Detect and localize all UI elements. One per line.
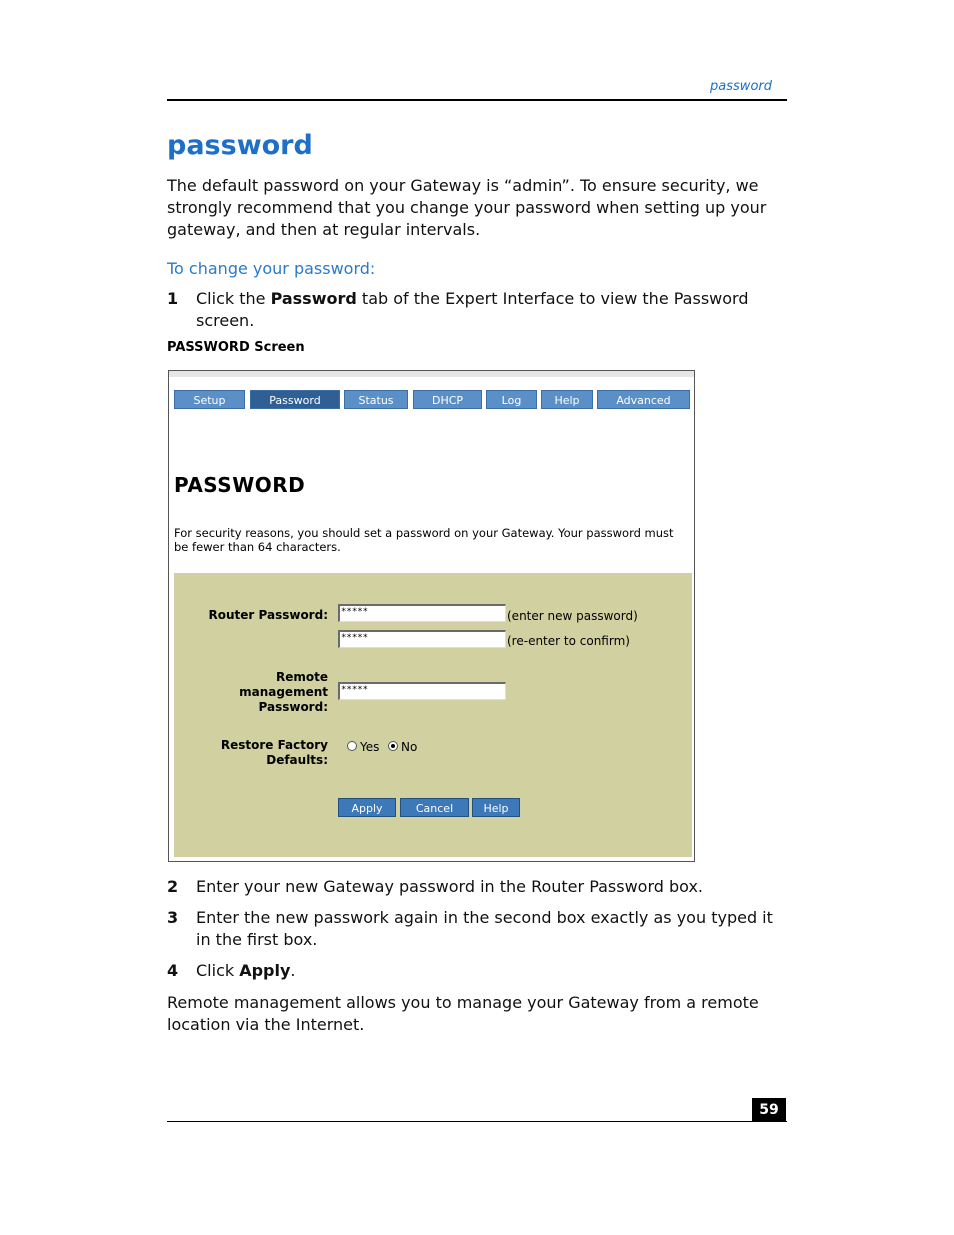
- password-form-panel: [174, 573, 692, 857]
- top-bar: [169, 371, 694, 377]
- confirm-password-hint: (re-enter to confirm): [507, 634, 630, 648]
- intro-paragraph: The default password on your Gateway is “admin”. To ensure security, we strongly recommend that you change your password when setting up your gateway, and then at regular intervals.: [167, 176, 767, 239]
- cancel-button[interactable]: Cancel: [400, 798, 469, 817]
- step-number: 1: [167, 289, 179, 308]
- running-head: password: [710, 79, 772, 94]
- remote-password-input[interactable]: *****: [338, 682, 506, 700]
- screen-title: PASSWORD: [174, 473, 306, 497]
- tab-log[interactable]: Log: [486, 390, 537, 409]
- screen-description: For security reasons, you should set a password on your Gateway. Your password must be fewer than 64 characters.: [174, 526, 674, 554]
- step-text: Click the Password tab of the Expert Interface to view the Password screen.: [196, 289, 749, 330]
- tab-password[interactable]: Password: [250, 390, 340, 409]
- restore-no-label: No: [401, 740, 418, 754]
- step-text: Click Apply.: [196, 961, 296, 980]
- password-screen-figure: [168, 370, 695, 862]
- confirm-password-input[interactable]: *****: [338, 630, 506, 648]
- step-text: Enter your new Gateway password in the Router Password box.: [196, 877, 704, 896]
- restore-no-radio[interactable]: [388, 741, 398, 751]
- restore-yes-radio[interactable]: [347, 741, 357, 751]
- help-button[interactable]: Help: [472, 798, 520, 817]
- page-title: password: [167, 130, 313, 161]
- step-4: 4 Click Apply.: [167, 960, 787, 982]
- step-1: [167, 288, 787, 330]
- tab-help[interactable]: Help: [541, 390, 593, 409]
- procedure-heading: To change your password:: [167, 259, 376, 278]
- step-3: 3 Enter the new passwork again in the second box exactly as you typed it in the first box.: [167, 907, 787, 929]
- footer-rule: [167, 1121, 787, 1122]
- step-2: 2 Enter your new Gateway password in the Router Password box.: [167, 876, 787, 898]
- closing-paragraph: Remote management allows you to manage your Gateway from a remote location via the Internet.: [167, 993, 759, 1034]
- tab-setup[interactable]: Setup: [174, 390, 245, 409]
- tab-dhcp[interactable]: DHCP: [413, 390, 482, 409]
- figure-caption: PASSWORD Screen: [167, 340, 305, 355]
- remote-password-label: Remote management Password:: [239, 670, 328, 714]
- apply-button[interactable]: Apply: [338, 798, 396, 817]
- page-number: 59: [752, 1098, 786, 1122]
- restore-yes-label: Yes: [360, 740, 380, 754]
- router-password-hint: (enter new password): [507, 609, 638, 623]
- step-text: Enter the new passwork again in the second box exactly as you typed it in the first box.: [196, 908, 773, 949]
- router-password-label: Router Password:: [208, 608, 328, 622]
- tab-status[interactable]: Status: [344, 390, 408, 409]
- restore-defaults-label: Restore Factory Defaults:: [220, 738, 328, 767]
- tab-advanced[interactable]: Advanced: [597, 390, 690, 409]
- router-password-input[interactable]: *****: [338, 604, 506, 622]
- header-rule: [167, 99, 787, 101]
